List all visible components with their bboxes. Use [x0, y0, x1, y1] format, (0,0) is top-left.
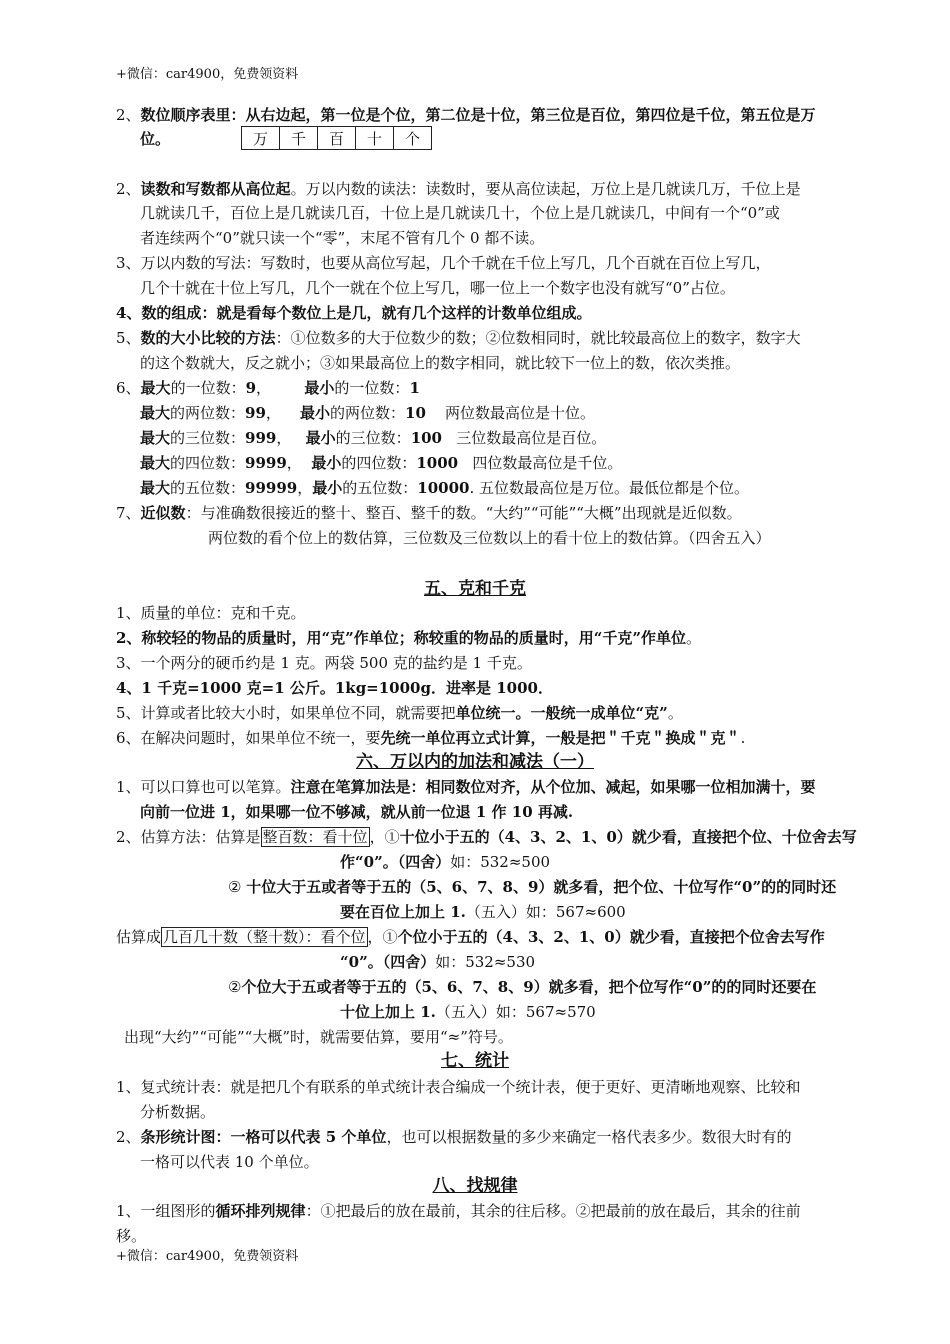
- reading-rule: 2、读数和写数都从高位起。万以内数的读法：读数时，要从高位读起，万位上是几就读几万，千位上是: [116, 180, 801, 198]
- place-order-line-2: 位。: [140, 130, 171, 148]
- place-cell: 千: [280, 127, 318, 150]
- compound-table-rule-2: 分析数据。: [140, 1103, 216, 1121]
- unit-unify-rule: 5、计算或者比较大小时，如果单位不同，就需要把单位统一。一般统一成单位“克”。: [116, 704, 683, 722]
- mass-units: 1、质量的单位：克和千克。: [116, 604, 306, 622]
- place-order-line: 2、数位顺序表里：从右边起，第一位是个位，第二位是十位，第三位是百位，第四位是千位，第五位是万: [116, 106, 816, 124]
- estimate-hundreds-3: ② 十位大于五或者等于五的（5、6、7、8、9）就多看，把个位、十位写作“0”的的同时还: [228, 878, 837, 896]
- extreme-numbers-3: 最大的三位数：999， 最小的三位数：100 三位数最高位是百位。: [140, 429, 607, 447]
- estimate-tens: 估算成 几百几十数（整十数）：看个位 ，①个位小于五的（4、3、2、1、0）就少看，直接把个位舍去写作: [116, 928, 825, 946]
- problem-solving-rule: 6、在解决问题时，如果单位不统一，要先统一单位再立式计算，一般是把＂千克＂换成＂克＂.: [116, 729, 746, 747]
- place-cell: 百: [318, 127, 356, 150]
- writing-rule: 3、万以内数的写法：写数时，也要从高位写起，几个千就在千位上写几，几个百就在百位上写几，: [116, 254, 771, 272]
- page-footer: +微信：car4900，免费领资料: [116, 1249, 299, 1264]
- mass-conversion: 4、1 千克=1000 克=1 公斤。1kg=1000g．进率是 1000．: [116, 679, 553, 697]
- estimate-keyword-rule: 出现“大约”“可能”“大概”时，就需要估算，要用“≈”符号。: [124, 1028, 513, 1046]
- reading-rule-2: 几就读几千，百位上是几就读几百，十位上是几就读几十，个位上是几就读几，中间有一个“0”或: [140, 204, 780, 222]
- pattern-rule-2: 移。: [116, 1227, 147, 1245]
- place-cell: 万: [242, 127, 280, 150]
- estimate-hundreds: 2、估算方法：估算是 整百数：看十位 ，①十位小于五的（4、3、2、1、0）就少看，直接把个位、十位舍去写: [116, 828, 857, 846]
- pattern-rule: 1、一组图形的循环排列规律：①把最后的放在最前，其余的往后移。②把最前的放在最后，其余的往前: [116, 1202, 801, 1220]
- section-title-8: 八、找规律: [432, 1176, 518, 1196]
- estimate-hundreds-4: 要在百位上加上 1.（五入）如：567≈600: [340, 903, 626, 921]
- estimate-tens-3: ②个位大于五或者等于五的（5、6、7、8、9）就多看，把个位写作“0”的的同时还要在: [228, 978, 817, 996]
- section-title-6: 六、万以内的加法和减法（一）: [356, 752, 594, 772]
- mass-examples: 3、一个两分的硬币约是 1 克。两袋 500 克的盐约是 1 千克。: [116, 654, 532, 672]
- place-cell: 十: [356, 127, 394, 150]
- place-cell: 个: [394, 127, 432, 150]
- addition-rule-2: 向前一位进 1，如果哪一位不够减，就从前一位退 1 作 10 再减.: [140, 803, 574, 821]
- approx-number-rule: 7、近似数：与准确数很接近的整十、整百、整千的数。“大约”“可能”“大概”出现就是近似数。: [116, 504, 742, 522]
- writing-rule-2: 几个十就在十位上写几，几个一就在个位上写几，哪一位上一个数字也没有就写“0”占位。: [140, 279, 735, 297]
- extreme-numbers-5: 最大的五位数：99999，最小的五位数：10000. 五位数最高位是万位。最低位都是个位。: [140, 479, 749, 497]
- compare-rule-2: 的这个数就大，反之就小；③如果最高位上的数字相同，就比较下一位上的数，依次类推。: [140, 354, 741, 372]
- estimate-tens-2: “0”。（四舍）如：532≈530: [340, 953, 536, 971]
- bar-chart-rule-2: 一格可以代表 10 个单位。: [140, 1153, 319, 1171]
- section-title-5: 五、克和千克: [424, 579, 526, 599]
- page-header: +微信：car4900，免费领资料: [116, 67, 299, 82]
- section-title-7: 七、统计: [441, 1051, 509, 1071]
- extreme-numbers-4: 最大的四位数：9999， 最小的四位数：1000 四位数最高位是千位。: [140, 454, 623, 472]
- compound-table-rule: 1、复式统计表：就是把几个有联系的单式统计表合编成一个统计表，便于更好、更清晰地观察、比较和: [116, 1078, 801, 1096]
- extreme-numbers-1: 6、最大的一位数：9， 最小的一位数：1: [116, 379, 420, 397]
- estimate-tens-4: 十位上加上 1.（五入）如：567≈570: [340, 1003, 596, 1021]
- approx-number-rule-2: 两位数的看个位上的数估算，三位数及三位数以上的看十位上的数估算。（四舍五入）: [208, 529, 771, 547]
- addition-rule: 1、可以口算也可以笔算。注意在笔算加法是：相同数位对齐，从个位加、减起，如果哪一位相加满十，要: [116, 778, 816, 796]
- mass-unit-choice: 2、称较轻的物品的质量时，用“克”作单位；称较重的物品的质量时，用“千克”作单位。: [116, 629, 701, 647]
- reading-rule-3: 者连续两个“0”就只读一个“零”，末尾不管有几个 0 都不读。: [140, 229, 545, 247]
- extreme-numbers-2: 最大的两位数：99， 最小的两位数：10 两位数最高位是十位。: [140, 404, 595, 422]
- estimate-hundreds-2: 作“0”。（四舍）如：532≈500: [340, 853, 551, 871]
- place-value-table: [241, 126, 432, 150]
- bar-chart-rule: 2、条形统计图：一格可以代表 5 个单位，也可以根据数量的多少来确定一格代表多少。数很大时有的: [116, 1128, 792, 1146]
- compare-rule: 5、数的大小比较的方法：①位数多的大于位数少的数；②位数相同时，就比较最高位上的数字，数字大: [116, 329, 801, 347]
- composition-rule: 4、数的组成：就是看每个数位上是几，就有几个这样的计数单位组成。: [116, 304, 592, 322]
